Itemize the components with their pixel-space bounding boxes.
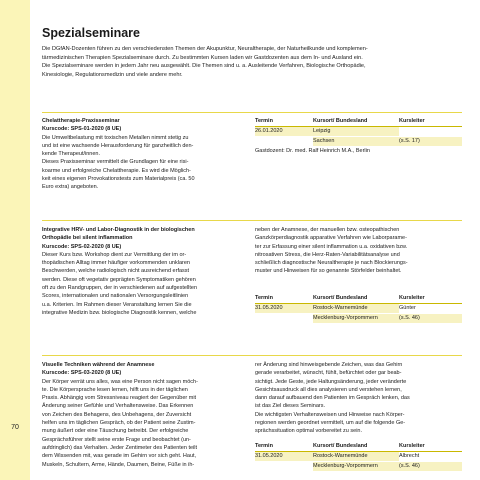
- col-header-kursleiter: Kursleiter: [399, 294, 462, 304]
- schedule-table: [255, 294, 462, 324]
- seminar-text-line: Gesichtsausdruck all dies analysieren und verstehen lernen,: [255, 386, 402, 393]
- cell-kursleiter: [399, 127, 462, 137]
- seminar-text-line: Beschwerden, welche radiologisch nicht ausreichend erfasst: [42, 268, 190, 275]
- seminar-text-line: Die wichtigsten Verhaltensweisen und Hinweise nach Körper-: [255, 411, 405, 418]
- seminar-text-line: thopädischen Alltag immer häufiger vorkommenden unklaren: [42, 260, 190, 267]
- seminar-title-line-2: Orthopädie bei silent inflammation: [42, 235, 133, 242]
- cell-kursort: Rostock-Warnemünde: [313, 304, 399, 314]
- seminar-text-line: sichtigt. Jede Geste, jede Haltungsänderung, jeder veränderte: [255, 378, 407, 385]
- seminar-code: Kurscode: SPS-03-2020 (8 UE): [42, 370, 122, 377]
- intro-line: Die Spezialseminare werden in jedem Jahr neu ausgewählt. Die Themen sind u. a. Ausleitende Verfahren, Biologische Orthopädie,: [42, 63, 366, 70]
- page-margin-band: [0, 0, 30, 480]
- col-header-kursort: Kursort/ Bundesland: [313, 294, 399, 304]
- table-row: [255, 304, 462, 314]
- seminar-text-line: kende Therapeut/innen.: [42, 151, 100, 158]
- intro-line: Kinesiologie, Regulationsmedizin und viele andere mehr.: [42, 71, 183, 78]
- seminar-text-line: aufdringlich) das Verhalten. Jeder Zentimeter des Patienten teilt: [42, 444, 198, 451]
- seminar-3-left: [42, 361, 248, 469]
- seminar-text-line: integrative Medizin bzw. biologische Diagnostik kennen, welche: [42, 309, 197, 316]
- cell-termin: 31.05.2020: [255, 451, 313, 461]
- seminar-text-line: von Zeichen des Behagens, des Unbehagens, der Zuversicht: [42, 411, 192, 418]
- seminar-text-line: mung äußert oder eine Täuschung betreibt. Der erfolgreiche: [42, 428, 189, 435]
- table-row: [255, 461, 462, 471]
- table-row: [255, 127, 462, 137]
- seminar-1-schedule: [255, 117, 462, 156]
- seminar-text-line: helfen uns im täglichen Gespräch, ob der Patient seine Zustim-: [42, 420, 196, 427]
- schedule-table: [255, 442, 462, 472]
- seminar-text-line: Praxis. Abhängig vom Stressniveau reagiert der Gegenüber mit: [42, 395, 197, 402]
- guest-lecturer-note: Gastdozent: Dr. med. Ralf Heinrich M.A., Berlin: [255, 148, 370, 155]
- col-header-termin: Termin: [255, 117, 313, 127]
- col-header-kursort: Kursort/ Bundesland: [313, 442, 399, 452]
- seminar-text-line: sprächssituation optimal vorbereitet zu sein.: [255, 428, 362, 435]
- seminar-text-line: neben der Anamnese, der manuellen bzw. osteopathischen: [255, 227, 400, 233]
- seminar-continued-text: [255, 361, 462, 436]
- seminar-text-line: Scores, internationalen und nationalen Versorgungsleitlinien: [42, 293, 189, 300]
- section-divider: [42, 112, 462, 113]
- cell-termin: 31.05.2020: [255, 304, 313, 314]
- seminar-text-line: dem Wissenden mit, was gerade im Gehirn vor sich geht. Haut,: [42, 453, 197, 460]
- cell-kursleiter: (s.S. 46): [399, 314, 462, 324]
- seminar-title: Integrative HRV- und Labor-Diagnostik in der biologischen: [42, 227, 195, 233]
- seminar-text-line: gerade verarbeitet, wünscht, fühlt, befürchtet oder gar beab-: [255, 370, 402, 377]
- seminar-text-line: Dieser Kurs bzw. Workshop dient zur Vermittlung der im or-: [42, 251, 187, 258]
- cell-termin: [255, 137, 313, 147]
- col-header-termin: Termin: [255, 442, 313, 452]
- col-header-kursleiter: Kursleiter: [399, 117, 462, 127]
- seminar-text-line: Der Körper verrät uns alles, was eine Person nicht sagen möch-: [42, 378, 198, 385]
- seminar-1-left: [42, 117, 248, 192]
- seminar-text-line: muster und Hinweisen für so genannte Störfelder beinhaltet.: [255, 268, 402, 275]
- cell-termin: [255, 314, 313, 324]
- col-header-termin: Termin: [255, 294, 313, 304]
- col-header-kursleiter: Kursleiter: [399, 442, 462, 452]
- seminar-text-line: werden. Diese oft vegetativ geprägten Symptomatiken gehören: [42, 276, 196, 283]
- cell-kursort: Mecklenburg-Vorpommern: [313, 461, 399, 471]
- seminar-text-line: nitrosativen Stress, die Herz-Raten-Variabilitätsanalyse und: [255, 251, 400, 258]
- seminar-text-line: Die Umweltbelastung mit toxischen Metallen nimmt stetig zu: [42, 134, 189, 141]
- seminar-text-line: dann darauf aufbauend den Patienten im Gespräch lenken, das: [255, 395, 410, 402]
- page-title: Spezialseminare: [42, 26, 140, 40]
- cell-kursleiter: Günter: [399, 304, 462, 314]
- seminar-text-line: oft zu den Randgruppen, der in verschiedenen auf aufgestellten: [42, 285, 198, 292]
- schedule-table: [255, 117, 462, 147]
- seminar-2-left: [42, 226, 248, 317]
- cell-kursort: Mecklenburg-Vorpommern: [313, 314, 399, 324]
- table-row: [255, 137, 462, 147]
- intro-line: Die DGfAN-Dozenten führen zu den verschiedensten Themen der Akupunktur, Neuraltherapie, der Naturheilkunde und komplemen-: [42, 46, 368, 52]
- seminar-text-line: regionen werden geordnet vermittelt, um auf die folgende Ge-: [255, 420, 406, 427]
- cell-kursort: Leipzig: [313, 127, 399, 137]
- cell-kursort: Sachsen: [313, 137, 399, 147]
- intro-line: tärmedizinischen Therapien Spezialseminare durch. Zu bestimmten Kursen laden wir Gastdozenten aus dem In- und Ausland ein.: [42, 54, 363, 61]
- seminar-2-right: [255, 226, 462, 324]
- cell-kursleiter: (s.S. 17): [399, 137, 462, 147]
- seminar-text-line: ter zur Erfassung einer silent inflammation u.a. oxidativen bzw.: [255, 243, 408, 250]
- section-divider: [42, 220, 462, 221]
- cell-kursort: Rostock-Warnemünde: [313, 451, 399, 461]
- seminar-text-line: koarme und erfolgreiche Chelattherapie. Es wird die Möglich-: [42, 167, 191, 174]
- table-row: [255, 314, 462, 324]
- seminar-text-line: und ist eine wachsende Herausforderung für ganzheitlich den-: [42, 142, 194, 149]
- seminar-text-line: te. Die Körpersprache lesen lernen, hilft uns in der täglichen: [42, 386, 188, 393]
- seminar-text-line: Euro extra) angeboten.: [42, 184, 99, 191]
- seminar-code: Kurscode: SPS-01-2020 (8 UE): [42, 126, 122, 133]
- seminar-3-right: [255, 361, 462, 472]
- seminar-text-line: Dieses Praxisseminar vermittelt die Grundlagen für eine risi-: [42, 159, 189, 166]
- seminar-text-line: Ganzkörperdiagnostik apparative Verfahren wie Laborparame-: [255, 235, 407, 242]
- seminar-code: Kurscode: SPS-02-2020 (8 UE): [42, 243, 122, 250]
- seminar-title: Chelattherapie-Praxisseminar: [42, 118, 120, 124]
- cell-termin: [255, 461, 313, 471]
- section-divider: [42, 355, 462, 356]
- intro-paragraph: [42, 45, 462, 79]
- cell-kursleiter: Albrecht: [399, 451, 462, 461]
- seminar-text-line: ist das Ziel dieses Seminars.: [255, 403, 325, 410]
- table-row: [255, 451, 462, 461]
- seminar-text-line: Gesprächsführer stellt seine erste Frage und beobachtet (un-: [42, 436, 191, 443]
- seminar-text-line: u.a. Kriterien. Im Rahmen dieser Veranstaltung lernen Sie die: [42, 301, 192, 308]
- seminar-text-line: rer Änderung sind hinweisgebende Zeichen, was das Gehirn: [255, 362, 403, 368]
- seminar-text-line: keit eines eigenen Provokationstests zum Materialpreis (ca. 50: [42, 176, 195, 183]
- col-header-kursort: Kursort/ Bundesland: [313, 117, 399, 127]
- cell-kursleiter: (s.S. 46): [399, 461, 462, 471]
- seminar-continued-text: [255, 226, 462, 276]
- seminar-text-line: schließlich diagnostische Neuraltherapie je nach Blockierungs-: [255, 260, 408, 267]
- page-number: 70: [11, 424, 19, 431]
- seminar-text-line: Änderung seiner Gefühle und Verhaltensweise. Das Erkennen: [42, 403, 194, 410]
- seminar-text-line: Muskeln, Schultern, Arme, Hände, Daumen, Beine, Füße in ih-: [42, 461, 195, 468]
- cell-termin: 26.01.2020: [255, 127, 313, 137]
- seminar-title: Visuelle Techniken während der Anamnese: [42, 362, 155, 368]
